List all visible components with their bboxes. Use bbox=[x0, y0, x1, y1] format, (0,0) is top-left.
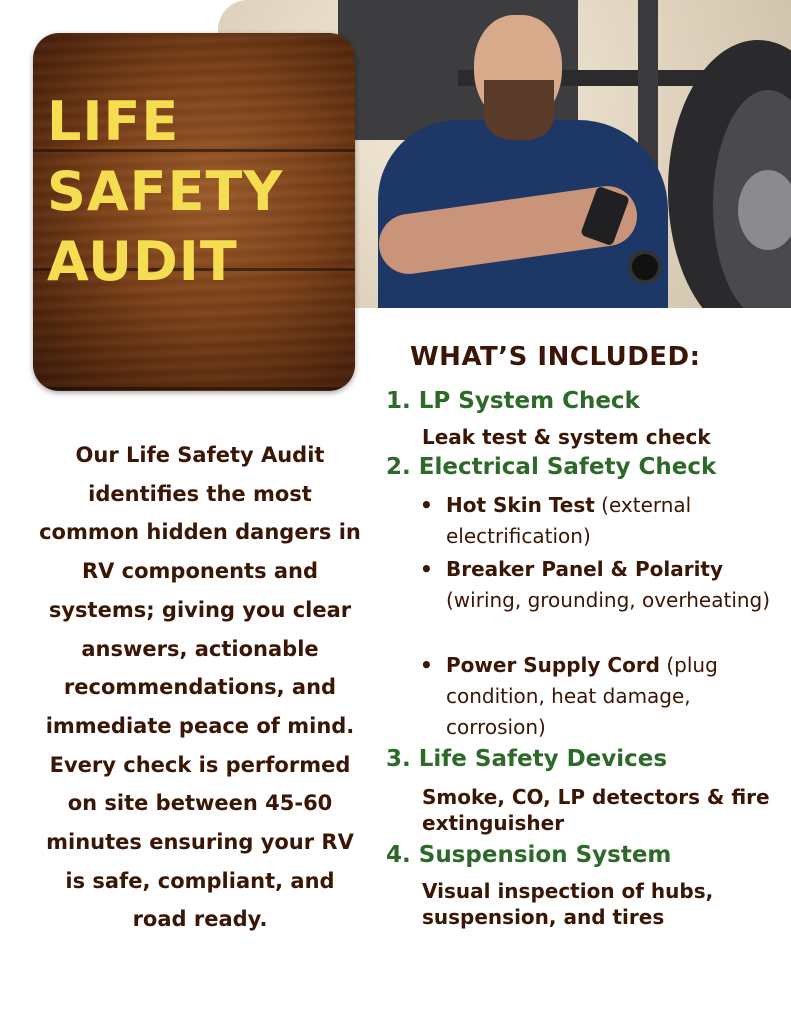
bullet-breaker-panel-title: Breaker Panel & Polarity bbox=[446, 557, 724, 581]
title-line-1: LIFE bbox=[47, 90, 180, 153]
bullet-dot: • bbox=[420, 557, 433, 581]
bullet-hot-skin-title: Hot Skin Test bbox=[446, 493, 595, 517]
bullet-power-cord-detail: (plug condition, heat damage, corrosion) bbox=[446, 653, 718, 739]
bullet-breaker-panel-detail: (wiring, grounding, overheating) bbox=[446, 588, 771, 612]
section-lp-system-detail: Leak test & system check bbox=[422, 425, 711, 449]
section-suspension: 4. Suspension System bbox=[386, 842, 672, 868]
section-suspension-detail: Visual inspection of hubs, suspension, and tires bbox=[422, 879, 714, 929]
included-heading: WHAT’S INCLUDED: bbox=[410, 342, 701, 372]
section-electrical: 2. Electrical Safety Check bbox=[386, 454, 717, 480]
rv-hub bbox=[738, 170, 791, 250]
pressure-gauge-icon bbox=[628, 250, 662, 284]
bullet-dot: • bbox=[420, 653, 433, 677]
page-title bbox=[47, 87, 347, 297]
bullet-power-cord-title: Power Supply Cord bbox=[446, 653, 660, 677]
section-life-safety-devices: 3. Life Safety Devices bbox=[386, 746, 668, 772]
title-sign bbox=[33, 33, 355, 391]
rv-frame-post bbox=[638, 0, 658, 170]
section-life-safety-devices-detail: Smoke, CO, LP detectors & fire extinguisher bbox=[422, 785, 770, 835]
title-line-3: AUDIT bbox=[47, 230, 238, 293]
bullet-dot: • bbox=[420, 493, 433, 517]
bullet-hot-skin-detail: (external electrification) bbox=[446, 493, 692, 548]
audit-description: Our Life Safety Audit identifies the most common hidden dangers in RV components and systems; giving you clear answers, actionable recommendations, and immediate peace of mind. Every check is performed on site between 45-60 minutes ensuring your RV is safe, compliant, and road ready. bbox=[39, 443, 361, 932]
title-line-2: SAFETY bbox=[47, 160, 284, 223]
technician-beard bbox=[484, 80, 554, 140]
section-lp-system: 1. LP System Check bbox=[386, 388, 640, 414]
